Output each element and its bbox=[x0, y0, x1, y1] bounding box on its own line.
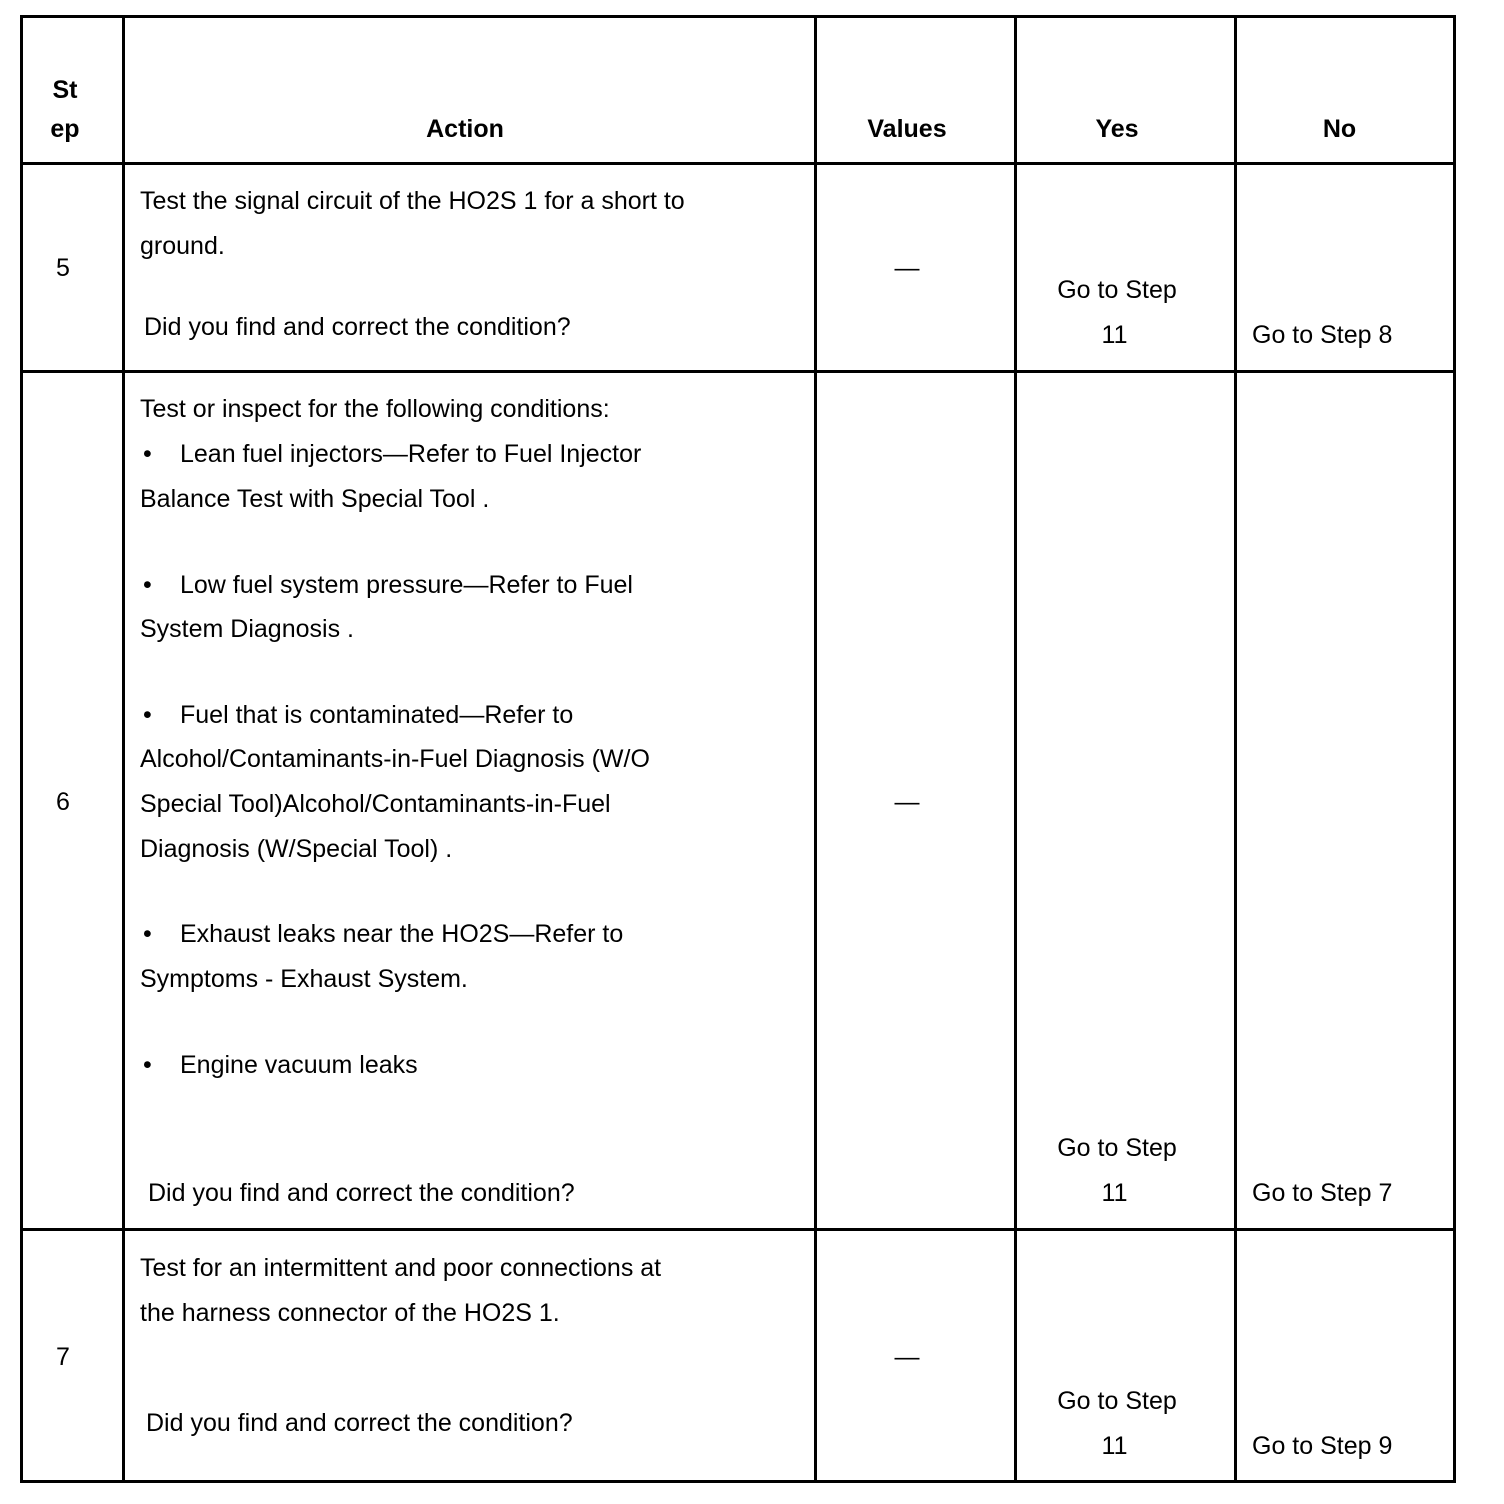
action-text-line: Test for an intermittent and poor connections at bbox=[140, 1254, 662, 1282]
column-divider bbox=[122, 15, 125, 1483]
action-text-line: System Diagnosis . bbox=[140, 615, 354, 643]
action-text-line: Symptoms - Exhaust System. bbox=[140, 965, 468, 993]
no-goto: Go to Step 7 bbox=[1252, 1179, 1393, 1207]
action-text-line: Special Tool)Alcohol/Contaminants-in-Fuel bbox=[140, 790, 611, 818]
header-values: Values bbox=[867, 115, 947, 143]
action-text-line: Test or inspect for the following conditions: bbox=[140, 395, 610, 423]
yes-goto-line2: 11 bbox=[1101, 1179, 1128, 1207]
bullet: • bbox=[143, 571, 152, 599]
header-step-line2: ep bbox=[50, 115, 80, 143]
step-number: 7 bbox=[56, 1343, 70, 1371]
no-goto: Go to Step 8 bbox=[1252, 321, 1393, 349]
header-no: No bbox=[1322, 115, 1357, 143]
row-divider bbox=[20, 370, 1456, 373]
action-text-line: the harness connector of the HO2S 1. bbox=[140, 1299, 560, 1327]
action-text-line: Test the signal circuit of the HO2S 1 for a short to bbox=[140, 187, 685, 215]
bullet: • bbox=[143, 1051, 152, 1079]
action-text-line: Engine vacuum leaks bbox=[180, 1051, 418, 1079]
yes-goto-line2: 11 bbox=[1101, 321, 1128, 349]
yes-goto-line1: Go to Step bbox=[1057, 1134, 1177, 1162]
action-text-line: Low fuel system pressure—Refer to Fuel bbox=[180, 571, 633, 599]
column-divider bbox=[814, 15, 817, 1483]
row-divider bbox=[20, 1228, 1456, 1231]
values-dash: — bbox=[894, 788, 920, 816]
values-dash: — bbox=[894, 1343, 920, 1371]
action-text-line: Fuel that is contaminated—Refer to bbox=[180, 701, 574, 729]
action-text-line: Exhaust leaks near the HO2S—Refer to bbox=[180, 920, 624, 948]
bullet: • bbox=[143, 920, 152, 948]
action-text-line: Balance Test with Special Tool . bbox=[140, 485, 490, 513]
yes-goto-line1: Go to Step bbox=[1057, 276, 1177, 304]
action-question: Did you find and correct the condition? bbox=[144, 313, 571, 341]
yes-goto-line1: Go to Step bbox=[1057, 1387, 1177, 1415]
action-text-line: ground. bbox=[140, 232, 225, 260]
no-goto: Go to Step 9 bbox=[1252, 1432, 1393, 1460]
table-border-left bbox=[20, 15, 23, 1483]
action-text-line: Alcohol/Contaminants-in-Fuel Diagnosis (W/O bbox=[140, 745, 650, 773]
step-number: 6 bbox=[56, 788, 70, 816]
table-border-bottom bbox=[20, 1480, 1456, 1483]
bullet: • bbox=[143, 440, 152, 468]
action-question: Did you find and correct the condition? bbox=[148, 1179, 575, 1207]
step-number: 5 bbox=[56, 254, 70, 282]
values-dash: — bbox=[894, 254, 920, 282]
action-text-line: Diagnosis (W/Special Tool) . bbox=[140, 835, 453, 863]
yes-goto-line2: 11 bbox=[1101, 1432, 1128, 1460]
bullet: • bbox=[143, 701, 152, 729]
column-divider bbox=[1234, 15, 1237, 1483]
header-yes: Yes bbox=[1095, 115, 1139, 143]
action-question: Did you find and correct the condition? bbox=[146, 1409, 573, 1437]
header-step-line1: St bbox=[52, 76, 78, 104]
action-text-line: Lean fuel injectors—Refer to Fuel Injector bbox=[180, 440, 642, 468]
column-divider bbox=[1014, 15, 1017, 1483]
table-border-top bbox=[20, 15, 1456, 18]
header-action: Action bbox=[426, 115, 504, 143]
header-divider bbox=[20, 162, 1456, 165]
table-border-right bbox=[1453, 15, 1456, 1483]
